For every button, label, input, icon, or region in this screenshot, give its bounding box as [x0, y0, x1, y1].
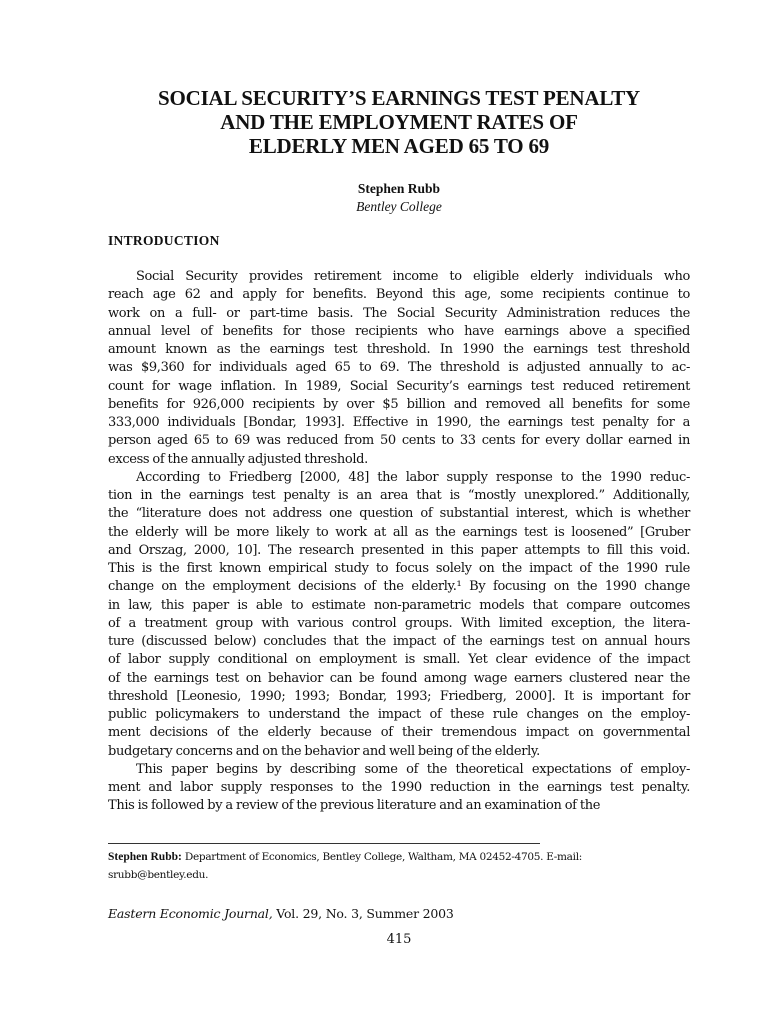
footnote-divider: [108, 843, 540, 844]
body-line: person aged 65 to 69 was reduced from 50 cents to 33 cents for every dollar earned in: [108, 433, 690, 449]
body-line: of a treatment group with various control groups. With limited exception, the litera-: [108, 615, 690, 631]
body-line: the “literature does not address one question of substantial interest, which is whether: [108, 506, 690, 522]
body-line: ture (discussed below) concludes that the impact of the earnings test on annual hours: [108, 634, 690, 649]
body-line: of the earnings test on behavior can be found among wage earners clustered near the: [108, 670, 690, 686]
body-line: ment and labor supply responses to the 1990 reduction in the earnings test penalty.: [108, 780, 690, 795]
body-line: in law, this paper is able to estimate non-parametric models that compare outcomes: [108, 597, 690, 613]
body-line: work on a full- or part-time basis. The Social Security Administration reduces the: [108, 305, 690, 321]
body-line: change on the employment decisions of the elderly.¹ By focusing on the 1990 change: [108, 579, 690, 595]
body-line: public policymakers to understand the impact of these rule changes on the employ-: [108, 707, 690, 722]
author-footnote: [108, 848, 690, 884]
journal-name: Eastern Economic Journal,: [108, 906, 273, 921]
section-heading: INTRODUCTION: [108, 233, 220, 248]
page-number: 415: [386, 932, 412, 947]
title-line: AND THE EMPLOYMENT RATES OF: [220, 110, 578, 134]
body-line: This is the first known empirical study to focus solely on the impact of the 1990 rule: [108, 561, 690, 576]
paper-title: [96, 86, 702, 158]
body-text: [108, 268, 690, 816]
body-line: tion in the earnings test penalty is an area that is “mostly unexplored.” Additionally,: [108, 488, 690, 503]
journal-citation: [108, 906, 454, 921]
footnote-author: Stephen Rubb:: [108, 851, 182, 863]
author-name: Stephen Rubb: [357, 181, 441, 196]
body-line: the elderly will be more likely to work at all as the earnings test is loosened” [Gruber: [108, 524, 690, 540]
body-line: excess of the annually adjusted threshold.: [108, 451, 368, 467]
paper-page: [108, 0, 690, 1024]
body-line: amount known as the earnings test threshold. In 1990 the earnings test threshold: [108, 342, 690, 357]
title-line: SOCIAL SECURITY’S EARNINGS TEST PENALTY: [158, 86, 640, 110]
body-line: Social Security provides retirement income to eligible elderly individuals who: [136, 269, 690, 284]
body-line: was $9,360 for individuals aged 65 to 69. The threshold is adjusted annually to ac-: [108, 360, 690, 376]
footnote-email: srubb@bentley.edu.: [108, 869, 209, 881]
body-line: and Orszag, 2000, 10]. The research presented in this paper attempts to fill this void.: [108, 542, 690, 558]
body-line: of labor supply conditional on employment is small. Yet clear evidence of the impact: [108, 652, 690, 668]
body-line: This is followed by a review of the previous literature and an examination of the: [108, 798, 601, 814]
body-line: budgetary concerns and on the behavior and well being of the elderly.: [108, 743, 540, 759]
body-line: count for wage inflation. In 1989, Social Security’s earnings test reduced retirement: [108, 378, 690, 394]
body-line: annual level of benefits for those recipients who have earnings above a specified: [108, 323, 690, 339]
body-line: reach age 62 and apply for benefits. Beyond this age, some recipients continue to: [108, 287, 690, 303]
body-line: 333,000 individuals [Bondar, 1993]. Effective in 1990, the earnings test penalty for a: [108, 415, 690, 430]
author-affiliation: Bentley College: [356, 199, 442, 214]
body-line: According to Friedberg [2000, 48] the labor supply response to the 1990 reduc-: [136, 469, 690, 485]
body-line: threshold [Leonesio, 1990; 1993; Bondar, 1993; Friedberg, 2000]. It is important for: [108, 688, 690, 704]
journal-details: Vol. 29, No. 3, Summer 2003: [276, 906, 454, 921]
title-line: ELDERLY MEN AGED 65 TO 69: [248, 134, 550, 158]
body-line: benefits for 926,000 recipients by over $5 billion and removed all benefits for some: [108, 396, 690, 412]
body-line: ment decisions of the elderly because of their tremendous impact on governmental: [108, 725, 690, 741]
footnote-text: Department of Economics, Bentley College, Waltham, MA 02452-4705. E-mail:: [184, 851, 582, 863]
body-line: This paper begins by describing some of the theoretical expectations of employ-: [136, 761, 690, 777]
